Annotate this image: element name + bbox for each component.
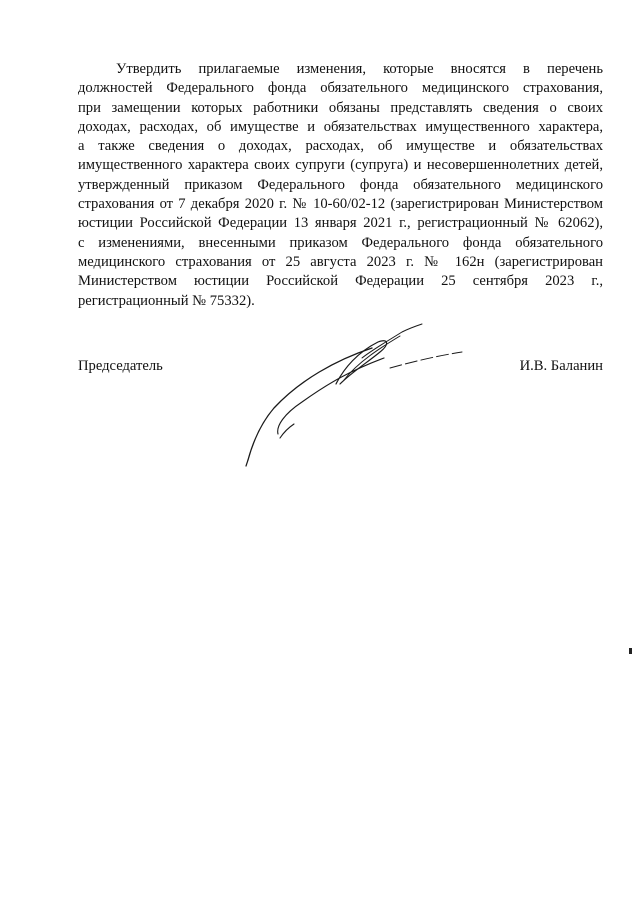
- paragraph-line-10: с изменениями, внесенными приказом Федерального фонда обязательного: [78, 234, 603, 251]
- paragraph-line-13: регистрационный № 75332).: [78, 292, 255, 309]
- paragraph-line-1: Утвердить прилагаемые изменения, которые вносятся в перечень: [116, 61, 603, 77]
- signatory-name: И.В. Баланин: [519, 358, 603, 374]
- paragraph-line-7: утвержденный приказом Федерального фонда обязательного медицинского: [78, 176, 603, 193]
- paragraph-line-3: при замещении которых работники обязаны представлять сведения о своих: [78, 99, 603, 116]
- paragraph-line-4: доходах, расходах, об имуществе и обязательствах имущественного характера,: [78, 118, 603, 135]
- paragraph-line-8: страхования от 7 декабря 2020 г. № 10-60/02-12 (зарегистрирован Министерством: [78, 196, 603, 213]
- handwritten-signature: [240, 318, 470, 468]
- scan-artifact: [629, 648, 632, 654]
- paragraph-line-11: медицинского страхования от 25 августа 2023 г. № 162н (зарегистрирован: [78, 253, 603, 270]
- paragraph-line-5: а также сведения о доходах, расходах, об имуществе и обязательствах: [78, 138, 603, 155]
- paragraph-line-12: Министерством юстиции Российской Федерации 25 сентября 2023 г.,: [78, 273, 603, 290]
- paragraph-line-6: имущественного характера своих супруги (супруга) и несовершеннолетних детей,: [78, 157, 603, 174]
- paragraph-line-2: должностей Федерального фонда обязательного медицинского страхования,: [78, 80, 603, 97]
- order-paragraph: [78, 60, 603, 311]
- signatory-title: Председатель: [78, 358, 163, 374]
- paragraph-line-9: юстиции Российской Федерации 13 января 2021 г., регистрационный № 62062),: [78, 215, 603, 232]
